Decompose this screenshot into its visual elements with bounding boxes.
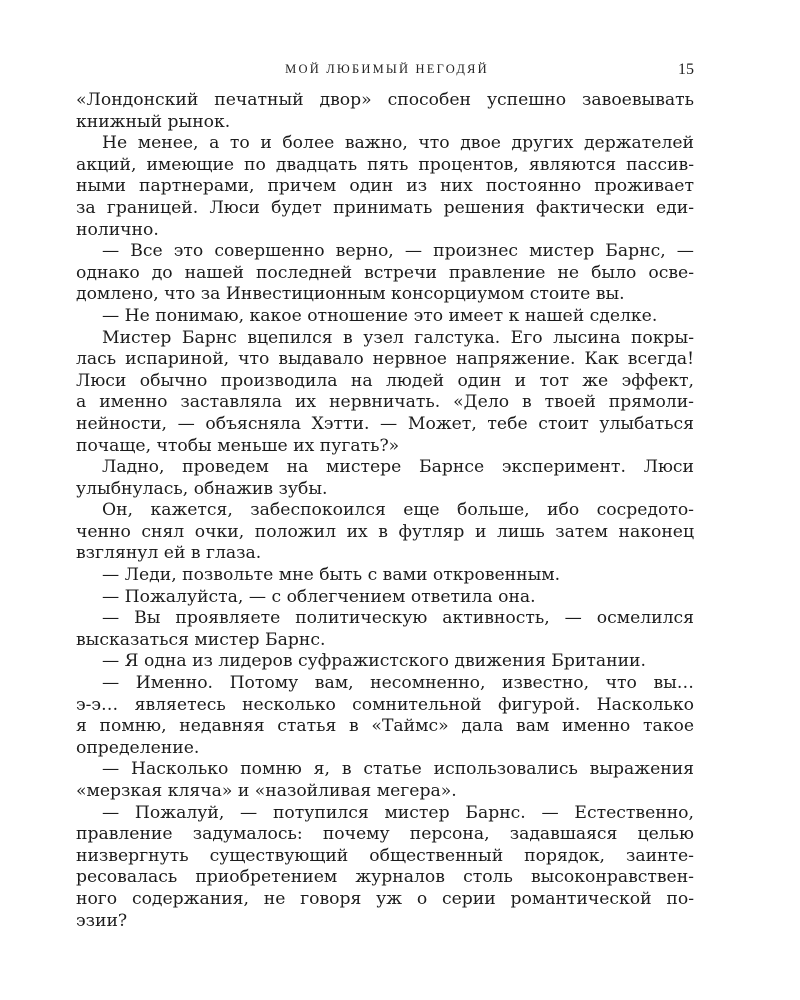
text-line: Он, кажется, забеспокоился еще больше, ибо сосредото- (102, 500, 694, 521)
text-line: ными партнерами, причем один из них постоянно проживает (76, 176, 694, 197)
page-number: 15 (678, 61, 694, 78)
text-line: акций, имеющие по двадцать пять процентов, являются пассив- (76, 154, 694, 175)
text-line: «Лондонский печатный двор» способен успешно завоевывать (76, 90, 694, 110)
text-line: определение. (76, 737, 200, 758)
text-line: улыбнулась, обнажив зубы. (76, 478, 328, 499)
text-line: — Я одна из лидеров суфражистского движения Британии. (102, 651, 646, 672)
text-line: почаще, чтобы меньше их пугать?» (76, 435, 400, 456)
text-line: высказаться мистер Барнс. (76, 629, 326, 650)
text-line: за границей. Люси будет принимать решения фактически еди- (76, 197, 694, 218)
text-line: взглянул ей в глаза. (76, 543, 262, 564)
body-text (76, 90, 694, 932)
text-line: — Именно. Потому вам, несомненно, известно, что вы… (102, 673, 694, 694)
text-line: Мистер Барнс вцепился в узел галстука. Его лысина покры- (102, 327, 694, 348)
text-line: правление задумалось: почему персона, задавшаяся целью (76, 824, 694, 845)
text-line: — Насколько помню я, в статье использовались выражения (102, 759, 694, 780)
running-head (76, 59, 698, 83)
text-line: э-э… являетесь несколько сомнительной фигурой. Насколько (76, 694, 694, 715)
text-line: нолично. (76, 219, 159, 240)
text-line: — Не понимаю, какое отношение это имеет к нашей сделке. (102, 305, 658, 326)
text-line: — Леди, позвольте мне быть с вами откровенным. (102, 565, 561, 586)
text-line: я помню, недавняя статья в «Таймс» дала вам именно такое (76, 716, 694, 737)
text-line: «мерзкая кляча» и «назойливая мегера». (76, 781, 457, 801)
text-line: эзии? (76, 910, 128, 931)
text-line: ного содержания, не говоря уж о серии романтической по- (76, 888, 694, 909)
text-line: — Пожалуй, — потупился мистер Барнс. — Естественно, (102, 802, 694, 823)
text-line: ченно снял очки, положил их в футляр и лишь затем наконец (76, 521, 694, 542)
text-line: Люси обычно производила на людей один и тот же эффект, (76, 370, 694, 391)
text-line: — Пожалуйста, — с облегчением ответила она. (102, 586, 536, 607)
text-line: книжный рынок. (76, 111, 231, 132)
text-line: — Все это совершенно верно, — произнес мистер Барнс, — (102, 241, 694, 262)
text-line: лась испариной, что выдавало нервное напряжение. Как всегда! (76, 349, 694, 370)
text-line: нейности, — объясняла Хэтти. — Может, тебе стоит улыбаться (76, 413, 694, 434)
text-line: домлено, что за Инвестиционным консорциумом стоите вы. (76, 284, 625, 305)
text-line: а именно заставляла их нервничать. «Дело в твоей прямоли- (76, 392, 694, 413)
text-line: — Вы проявляете политическую активность, — осмелился (102, 608, 694, 629)
text-line: низвергнуть существующий общественный порядок, заинте- (76, 845, 694, 866)
running-title: МОЙ ЛЮБИМЫЙ НЕГОДЯЙ (285, 62, 489, 76)
text-line: Ладно, проведем на мистере Барнсе эксперимент. Люси (102, 457, 694, 478)
text-line: однако до нашей последней встречи правление не было осве- (76, 262, 694, 283)
text-line: ресовалась приобретением журналов столь высоконравствен- (76, 867, 694, 888)
text-line: Не менее, а то и более важно, что двое других держателей (102, 133, 694, 154)
